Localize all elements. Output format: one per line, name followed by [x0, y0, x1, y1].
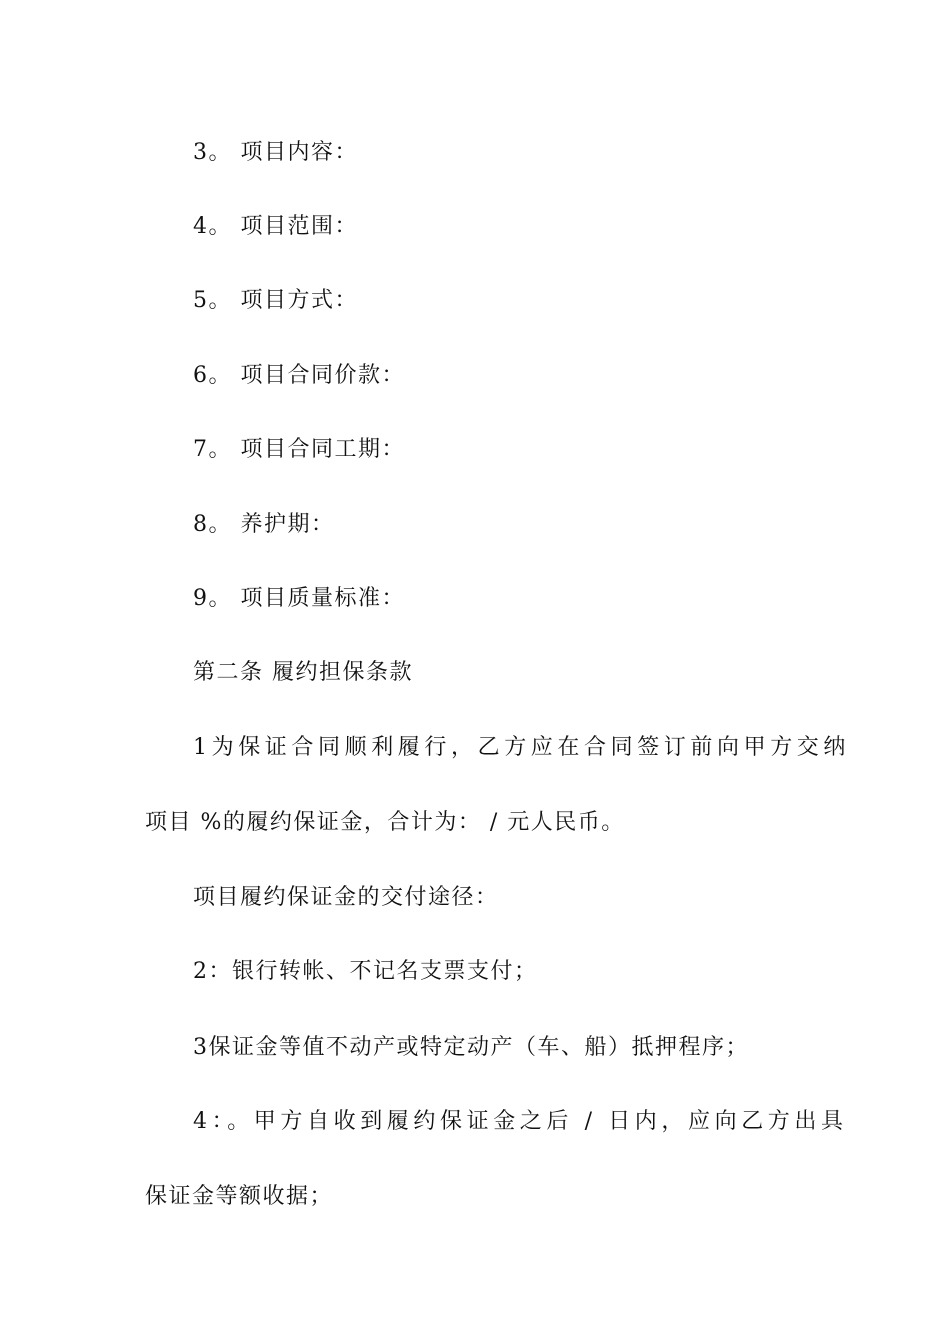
- paragraph-line: 3保证金等值不动产或特定动产（车、船）抵押程序；: [193, 1035, 749, 1060]
- item-quality-standard: 9。 项目质量标准：: [193, 586, 405, 611]
- section-heading: 第二条 履约担保条款: [193, 660, 413, 685]
- paragraph-line: 2：银行转帐、不记名支票支付；: [193, 959, 538, 984]
- paragraph-line: 保证金等额收据；: [145, 1184, 334, 1209]
- paragraph-line: 项目履约保证金的交付途径：: [193, 885, 499, 910]
- item-project-method: 5。 项目方式：: [193, 288, 358, 313]
- paragraph-line: 1为保证合同顺利履行，乙方应在合同签订前向甲方交纳: [193, 735, 850, 760]
- paragraph-line: 项目 %的履约保证金，合计为： / 元人民币。: [145, 810, 625, 835]
- item-contract-price: 6。 项目合同价款：: [193, 363, 405, 388]
- item-contract-period: 7。 项目合同工期：: [193, 437, 405, 462]
- item-maintenance-period: 8。 养护期：: [193, 512, 335, 537]
- paragraph-line: 4：。甲方自收到履约保证金之后 / 日内，应向乙方出具: [193, 1109, 848, 1134]
- item-project-scope: 4。 项目范围：: [193, 214, 358, 239]
- item-project-content: 3。 项目内容：: [193, 140, 358, 165]
